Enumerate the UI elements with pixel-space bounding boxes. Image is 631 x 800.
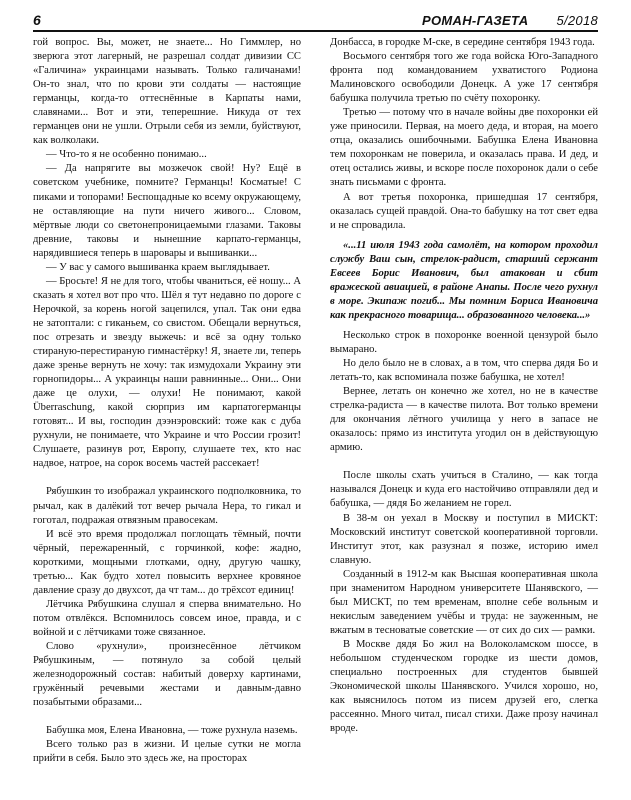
paragraph: Созданный в 1912-м как Высшая кооперативная школа при знаменитом Народном университете Шанявского, — был МИСКТ, по тем временам, вполне себе вольным и некислым заведением учёбы и труда: не зауженным, не вжатым в тесноватые советские — от сих до сих — рамки.	[330, 568, 598, 636]
right-column	[330, 36, 598, 736]
page-header	[33, 6, 598, 32]
issue-number: 5/2018	[556, 13, 598, 28]
paragraph: В 38-м он уехал в Москву и поступил в МИСКТ: Московский институт советской кооперативной торговли. Институт этот, как разузнал я позже, историю имел славную.	[330, 512, 598, 566]
paragraph: Рябушкин то изображал украинского подполковника, то рычал, как в далёкий тот вечер рычала Нера, то гикал и гоготал, подражая отвязным правосекам.	[33, 486, 301, 526]
paragraph: — Что-то я не особенно понимаю...	[46, 149, 207, 161]
paragraph: гой вопрос. Вы, может, не знаете... Но Гиммлер, но зверюга этот лагерный, не разрешал солдат дивизии СС «Галичина» украинцами называть. Только галичанами! Он-то знал, что по крови эти солдаты — настоящие германцы, когда-то оттеснённые в Карпаты нами, славянами... Вот и эти, теперешние. Никуда от тех германцев они не ушли. Отрыли себя из земли, буйствуют, как волколаки.	[33, 37, 301, 147]
section-break	[330, 455, 598, 469]
paragraph: Вернее, летать он конечно же хотел, но не в качестве стрелка-радиста — в качестве пилота. Вот только времени для окончания лётного училища у него в запасе не оказалось: прямо из института угодил он в действующую армию.	[330, 386, 598, 454]
paragraph: Всего только раз в жизни. И целые сутки не могла прийти в себя. Было это здесь же, на просторах	[33, 739, 301, 765]
paragraph: А вот третья похоронка, пришедшая 17 сентября, оказалась сущей правдой. Она-то бабушку на тот свет едва и не спровадила.	[330, 191, 598, 231]
paragraph: — У вас у самого вышиванка краем выглядывает.	[46, 261, 270, 273]
paragraph: Несколько строк в похоронке военной цензурой было вымарано.	[330, 329, 598, 355]
header-right	[422, 13, 598, 28]
section-break	[33, 471, 301, 485]
paragraph: — Бросьте! Я не для того, чтобы чваниться, её ношу... А сказать я хотел вот про что. Шёл я тут недавно по дороге с Нерочкой, за корень ногой зацепился, упал. Так они едва не затоптали: с гиканьем, со свистом. Обещали вернуться, пос отрезать и звезду выжечь: и всё за одну только стираную-перестираную гимнастёрку! Я, знаете ли, теперь даже зренье вернуть не хочу: так измудохали Украину эти горнопидоры... А украинцы наши равнинные... Они... Они даже це олухи, — олухи! Не понимают, какой Überraschung, какой сюрприз им карпатогерманцы готовят... И вы, господин дээнэровский: тоже как с дуба рухнули, не понимаете, что Украине и что России грозит! Слушаете, разинув рот, Европу, слушаете тех, кто нас надвое, натрое, на сорок восемь частей рассекает!	[33, 275, 301, 470]
paragraph: Восьмого сентября того же года войска Юго-Западного фронта под командованием ухватистого Родиона Малиновского освободили Донецк. А уже 17 сентября бабушка получила третью по счёту похоронку.	[330, 51, 598, 105]
paragraph: Лётчика Рябушкина слушал я сперва внимательно. Но потом отвлёкся. Вспомнилось совсем иное, правда, и с войной и с лётчиками тоже связанное.	[33, 598, 301, 638]
magazine-title: РОМАН-ГАЗЕТА	[422, 13, 529, 28]
paragraph: И всё это время продолжал поглощать тёмный, почти чёрный, пережаренный, с горчинкой, кофе: жадно, короткими, мощными глотками, одну, другую чашку, третью... Как будто хотел повысить верхнее кровяное давление сразу до двухсот, да чт там... до трёхсот единиц!	[33, 528, 301, 596]
quoted-notice: «...11 июля 1943 года самолёт, на котором проходил службу Ваш сын, стрелок-радист, старший сержант Евсеев Борис Иванович, был атакован и сбит вражеской авиацией, в районе Анапы. После чего рухнул в море. Экипаж погиб... Мы помним Бориса Ивановича как прекрасного товарища... образованного человека...»	[330, 239, 598, 321]
paragraph: — Да напрягите вы мозжечок свой! Ну? Ещё в советском учебнике, помните? Германцы! Косматые! С пиками и топорами! Беспощадные ко всему окружающему, не оставляющие на пути ничего живого... Словом, мёртвые люди со светонепроницаемыми глазами. Таковы древние, таковы и нынешние карпато-германцы, нарядившиеся теперь в шаровары и вышиванки...	[33, 163, 301, 259]
paragraph: Слово «рухнули», произнесённое лётчиком Рябушкиным, — потянуло за собой целый железнодорожный состав: набитый доверху картинами, гружённый речевыми жестами и давным-давно позабытыми образами...	[33, 640, 301, 709]
paragraph: После школы схать учиться в Сталино, — как тогда называлcя Донецк и куда его настойчиво отправляли дед и бабушка, — дядя Бо желанием не горел.	[330, 470, 598, 510]
paragraph: Бабушка моя, Елена Ивановна, — тоже рухнула наземь.	[46, 725, 298, 737]
paragraph: Третью — потому что в начале войны две похоронки ей уже приносили. Первая, на моего деда, и вторая, на моего отца, оказались ошибочными. Бабушка Елена Ивановна тем похоронкам не поверила, и оказалась права. И дед, и отец остались живы, и вскоре после похоронок дали о себе знать письмами с фронта.	[330, 107, 598, 189]
left-column	[33, 36, 301, 766]
paragraph: В Москве дядя Бо жил на Волоколамском шоссе, в небольшом студенческом городке из шести домов, специально построенных для студентов бывшей Экономической школы Шанявского. Учился хорошо, но, как выяснилось потом из писем друзей его, слегка рассеянно. Много читал, писал стихи. Даже прозу начинал вроде.	[330, 638, 598, 735]
section-break	[33, 710, 301, 724]
paragraph: Донбасса, в городке М-ске, в середине сентября 1943 года.	[330, 37, 595, 48]
paragraph: Но дело было не в словах, а в том, что сперва дядя Бо и летать-то, как вспоминала позже бабушка, не хотел!	[330, 358, 598, 384]
page-number: 6	[33, 12, 41, 28]
